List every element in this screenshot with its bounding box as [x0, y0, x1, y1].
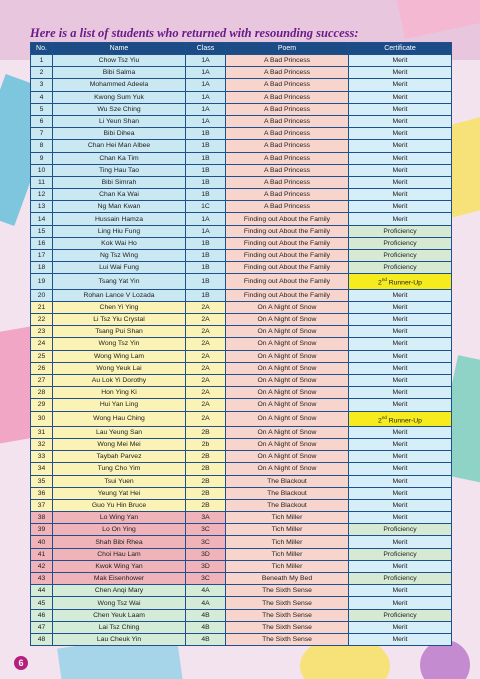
table-row	[31, 115, 452, 127]
cell-poem: On A Night of Snow	[226, 301, 349, 313]
cell-class: 4B	[186, 609, 226, 621]
cell-no: 39	[31, 524, 53, 536]
cell-poem: A Bad Princess	[226, 115, 349, 127]
cell-certificate: Merit	[349, 115, 452, 127]
cell-no: 5	[31, 103, 53, 115]
cell-poem: On A Night of Snow	[226, 362, 349, 374]
cell-name: Lo Wing Yan	[53, 512, 186, 524]
cell-poem: A Bad Princess	[226, 201, 349, 213]
cell-poem: Finding out About the Family	[226, 225, 349, 237]
cell-certificate: Merit	[349, 201, 452, 213]
table-row	[31, 189, 452, 201]
cell-certificate: Merit	[349, 55, 452, 67]
cell-name: Tsui Yuen	[53, 475, 186, 487]
table-row	[31, 103, 452, 115]
table-row	[31, 609, 452, 621]
cell-certificate: Merit	[349, 438, 452, 450]
cell-certificate: Merit	[349, 91, 452, 103]
table-row	[31, 338, 452, 350]
cell-poem: A Bad Princess	[226, 67, 349, 79]
cell-certificate: Merit	[349, 487, 452, 499]
cell-name: Bibi Salma	[53, 67, 186, 79]
cell-poem: Tich Miller	[226, 524, 349, 536]
table-row	[31, 438, 452, 450]
table-row	[31, 213, 452, 225]
cell-no: 7	[31, 128, 53, 140]
cell-certificate: Merit	[349, 387, 452, 399]
cell-class: 2A	[186, 387, 226, 399]
cell-class: 2A	[186, 314, 226, 326]
cell-no: 44	[31, 585, 53, 597]
cell-no: 10	[31, 164, 53, 176]
cell-class: 1B	[186, 189, 226, 201]
cell-certificate: Merit	[349, 585, 452, 597]
cell-poem: On A Night of Snow	[226, 350, 349, 362]
cell-name: Chen Anqi Mary	[53, 585, 186, 597]
cell-class: 1B	[186, 250, 226, 262]
cell-no: 31	[31, 426, 53, 438]
cell-class: 3A	[186, 512, 226, 524]
cell-class: 2B	[186, 426, 226, 438]
cell-certificate: Merit	[349, 152, 452, 164]
table-row	[31, 536, 452, 548]
cell-no: 38	[31, 512, 53, 524]
cell-poem: On A Night of Snow	[226, 326, 349, 338]
cell-class: 2B	[186, 499, 226, 511]
cell-poem: The Sixth Sense	[226, 621, 349, 633]
cell-no: 34	[31, 463, 53, 475]
cell-poem: Finding out About the Family	[226, 262, 349, 274]
table-row	[31, 463, 452, 475]
cell-certificate: Proficiency	[349, 250, 452, 262]
cell-class: 2A	[186, 338, 226, 350]
cell-class: 1A	[186, 79, 226, 91]
cell-poem: The Blackout	[226, 499, 349, 511]
cell-certificate: Proficiency	[349, 609, 452, 621]
table-row	[31, 201, 452, 213]
cell-no: 36	[31, 487, 53, 499]
cell-class: 4B	[186, 633, 226, 645]
cell-class: 1A	[186, 225, 226, 237]
cell-certificate: Proficiency	[349, 524, 452, 536]
cell-name: Hui Yan Ling	[53, 399, 186, 411]
cell-class: 3C	[186, 573, 226, 585]
cell-name: Ting Hau Tao	[53, 164, 186, 176]
cell-name: Kwok Wing Yan	[53, 560, 186, 572]
cell-no: 32	[31, 438, 53, 450]
cell-class: 2A	[186, 350, 226, 362]
table-row	[31, 301, 452, 313]
cell-no: 22	[31, 314, 53, 326]
table-row	[31, 326, 452, 338]
cell-class: 3D	[186, 560, 226, 572]
cell-no: 42	[31, 560, 53, 572]
cell-no: 45	[31, 597, 53, 609]
cell-class: 2A	[186, 326, 226, 338]
table-row	[31, 548, 452, 560]
table-row	[31, 512, 452, 524]
cell-no: 26	[31, 362, 53, 374]
cell-certificate: Merit	[349, 79, 452, 91]
table-row	[31, 499, 452, 511]
cell-certificate: Merit	[349, 326, 452, 338]
cell-no: 47	[31, 621, 53, 633]
cell-name: Wong Tsz Wai	[53, 597, 186, 609]
cell-no: 8	[31, 140, 53, 152]
cell-certificate: Merit	[349, 128, 452, 140]
cell-name: Choi Hau Lam	[53, 548, 186, 560]
table-row	[31, 67, 452, 79]
cell-no: 35	[31, 475, 53, 487]
cell-poem: The Sixth Sense	[226, 609, 349, 621]
cell-no: 21	[31, 301, 53, 313]
table-row	[31, 350, 452, 362]
cell-class: 1A	[186, 55, 226, 67]
cell-poem: On A Night of Snow	[226, 438, 349, 450]
cell-no: 20	[31, 289, 53, 301]
table-row	[31, 399, 452, 411]
cell-certificate: Merit	[349, 338, 452, 350]
cell-class: 4B	[186, 621, 226, 633]
cell-certificate: Merit	[349, 399, 452, 411]
cell-name: Chow Tsz Yiu	[53, 55, 186, 67]
page-heading: Here is a list of students who returned with resounding success:	[30, 26, 359, 40]
cell-certificate: Merit	[349, 621, 452, 633]
cell-certificate: Merit	[349, 289, 452, 301]
cell-class: 1B	[186, 164, 226, 176]
table-row	[31, 140, 452, 152]
cell-name: Li Tsz Yiu Crystal	[53, 314, 186, 326]
cell-no: 3	[31, 79, 53, 91]
cell-name: Chan Ka Tim	[53, 152, 186, 164]
cell-name: Kok Wai Ho	[53, 237, 186, 249]
table-row	[31, 374, 452, 386]
cell-poem: A Bad Princess	[226, 128, 349, 140]
cell-certificate: Proficiency	[349, 573, 452, 585]
cell-no: 17	[31, 250, 53, 262]
cell-class: 1A	[186, 67, 226, 79]
cell-no: 15	[31, 225, 53, 237]
cell-certificate: Merit	[349, 512, 452, 524]
cell-no: 46	[31, 609, 53, 621]
cell-poem: A Bad Princess	[226, 164, 349, 176]
cell-name: Lo On Ying	[53, 524, 186, 536]
cell-name: Lai Tsz Ching	[53, 621, 186, 633]
cell-no: 9	[31, 152, 53, 164]
cell-name: Au Lok Yi Dorothy	[53, 374, 186, 386]
cell-name: Tsang Yat Yin	[53, 274, 186, 289]
cell-name: Lau Yeung San	[53, 426, 186, 438]
cell-class: 3C	[186, 536, 226, 548]
cell-no: 48	[31, 633, 53, 645]
cell-poem: A Bad Princess	[226, 189, 349, 201]
cell-certificate: Merit	[349, 475, 452, 487]
cell-class: 1B	[186, 128, 226, 140]
cell-poem: The Sixth Sense	[226, 585, 349, 597]
column-header-name: Name	[53, 43, 186, 55]
cell-poem: A Bad Princess	[226, 91, 349, 103]
cell-class: 4A	[186, 597, 226, 609]
cell-name: Wong Wing Lam	[53, 350, 186, 362]
cell-no: 16	[31, 237, 53, 249]
cell-name: Hussain Hamza	[53, 213, 186, 225]
column-header-class: Class	[186, 43, 226, 55]
cell-name: Taybah Parvez	[53, 451, 186, 463]
cell-certificate: Merit	[349, 301, 452, 313]
table-row	[31, 237, 452, 249]
table-row	[31, 91, 452, 103]
column-header-poem: Poem	[226, 43, 349, 55]
cell-name: Kwong Sum Yuk	[53, 91, 186, 103]
cell-certificate: Merit	[349, 140, 452, 152]
cell-name: Lau Cheuk Yin	[53, 633, 186, 645]
cell-no: 14	[31, 213, 53, 225]
table-row	[31, 633, 452, 645]
cell-certificate: Merit	[349, 374, 452, 386]
cell-poem: The Sixth Sense	[226, 633, 349, 645]
cell-name: Ng Tsz Wing	[53, 250, 186, 262]
cell-no: 18	[31, 262, 53, 274]
cell-certificate: Merit	[349, 597, 452, 609]
table-row	[31, 487, 452, 499]
cell-certificate: Proficiency	[349, 225, 452, 237]
table-header-row	[31, 43, 452, 55]
cell-poem: On A Night of Snow	[226, 411, 349, 426]
cell-certificate: Merit	[349, 350, 452, 362]
cell-poem: A Bad Princess	[226, 103, 349, 115]
cell-no: 11	[31, 176, 53, 188]
cell-class: 1B	[186, 289, 226, 301]
table-row	[31, 225, 452, 237]
cell-class: 3C	[186, 524, 226, 536]
table-row	[31, 176, 452, 188]
table-row	[31, 621, 452, 633]
cell-name: Ng Man Kwan	[53, 201, 186, 213]
table-row	[31, 128, 452, 140]
cell-class: 2A	[186, 374, 226, 386]
cell-certificate: Merit	[349, 362, 452, 374]
cell-class: 1A	[186, 91, 226, 103]
cell-poem: On A Night of Snow	[226, 314, 349, 326]
table-body	[31, 55, 452, 646]
table-row	[31, 362, 452, 374]
cell-no: 28	[31, 387, 53, 399]
cell-class: 1B	[186, 152, 226, 164]
cell-poem: On A Night of Snow	[226, 338, 349, 350]
cell-class: 2B	[186, 451, 226, 463]
cell-class: 2A	[186, 362, 226, 374]
table-row	[31, 55, 452, 67]
cell-class: 1A	[186, 103, 226, 115]
results-table	[30, 42, 452, 646]
cell-poem: The Blackout	[226, 487, 349, 499]
cell-class: 1B	[186, 262, 226, 274]
cell-certificate: Merit	[349, 451, 452, 463]
cell-certificate: Merit	[349, 314, 452, 326]
cell-poem: A Bad Princess	[226, 79, 349, 91]
cell-name: Guo Yu Hin Bruce	[53, 499, 186, 511]
cell-poem: On A Night of Snow	[226, 451, 349, 463]
cell-no: 30	[31, 411, 53, 426]
cell-poem: The Sixth Sense	[226, 597, 349, 609]
column-header-no: No.	[31, 43, 53, 55]
cell-class: 1A	[186, 213, 226, 225]
cell-poem: On A Night of Snow	[226, 463, 349, 475]
cell-certificate: 2nd Runner-Up	[349, 411, 452, 426]
cell-class: 2A	[186, 301, 226, 313]
cell-no: 25	[31, 350, 53, 362]
table-row	[31, 573, 452, 585]
cell-no: 13	[31, 201, 53, 213]
cell-poem: On A Night of Snow	[226, 387, 349, 399]
cell-name: Wong Mei Mei	[53, 438, 186, 450]
cell-certificate: Merit	[349, 189, 452, 201]
table-row	[31, 451, 452, 463]
cell-name: Tung Cho Yim	[53, 463, 186, 475]
cell-poem: Finding out About the Family	[226, 250, 349, 262]
table-row	[31, 426, 452, 438]
cell-poem: Finding out About the Family	[226, 237, 349, 249]
table-row	[31, 164, 452, 176]
cell-class: 2b	[186, 438, 226, 450]
cell-no: 41	[31, 548, 53, 560]
cell-name: Shah Bibi Rhea	[53, 536, 186, 548]
table-row	[31, 250, 452, 262]
cell-name: Chen Yi Ying	[53, 301, 186, 313]
cell-certificate: Proficiency	[349, 548, 452, 560]
page-number: 6	[14, 656, 28, 670]
cell-name: Chen Yeuk Laam	[53, 609, 186, 621]
cell-name: Hon Ying Ki	[53, 387, 186, 399]
cell-poem: A Bad Princess	[226, 152, 349, 164]
column-header-certificate: Certificate	[349, 43, 452, 55]
cell-certificate: Merit	[349, 213, 452, 225]
cell-class: 3D	[186, 548, 226, 560]
cell-poem: Tich Miller	[226, 560, 349, 572]
cell-no: 19	[31, 274, 53, 289]
cell-no: 6	[31, 115, 53, 127]
cell-certificate: Merit	[349, 560, 452, 572]
table-row	[31, 79, 452, 91]
cell-name: Yeung Yat Hei	[53, 487, 186, 499]
cell-class: 1B	[186, 274, 226, 289]
cell-poem: On A Night of Snow	[226, 399, 349, 411]
cell-certificate: Merit	[349, 426, 452, 438]
cell-poem: A Bad Princess	[226, 140, 349, 152]
cell-no: 40	[31, 536, 53, 548]
cell-name: Wong Hau Ching	[53, 411, 186, 426]
cell-poem: Finding out About the Family	[226, 289, 349, 301]
table-row	[31, 289, 452, 301]
table-row	[31, 262, 452, 274]
table-row	[31, 524, 452, 536]
table-row	[31, 387, 452, 399]
table-row	[31, 411, 452, 426]
cell-class: 1B	[186, 140, 226, 152]
cell-poem: Tich Miller	[226, 536, 349, 548]
cell-name: Mohammed Adeela	[53, 79, 186, 91]
cell-name: Tsang Pui Shan	[53, 326, 186, 338]
cell-name: Lui Wai Fung	[53, 262, 186, 274]
cell-certificate: Merit	[349, 103, 452, 115]
table-row	[31, 274, 452, 289]
cell-poem: On A Night of Snow	[226, 426, 349, 438]
cell-poem: Tich Miller	[226, 548, 349, 560]
cell-certificate: Merit	[349, 633, 452, 645]
cell-class: 2B	[186, 487, 226, 499]
cell-name: Wu Sze Ching	[53, 103, 186, 115]
cell-name: Li Yeun Shan	[53, 115, 186, 127]
table-row	[31, 560, 452, 572]
cell-no: 24	[31, 338, 53, 350]
cell-poem: Finding out About the Family	[226, 274, 349, 289]
cell-poem: Beneath My Bed	[226, 573, 349, 585]
cell-class: 1B	[186, 237, 226, 249]
table-row	[31, 314, 452, 326]
cell-no: 4	[31, 91, 53, 103]
cell-no: 43	[31, 573, 53, 585]
cell-class: 1A	[186, 115, 226, 127]
cell-certificate: Merit	[349, 67, 452, 79]
cell-name: Wong Yeuk Lai	[53, 362, 186, 374]
cell-poem: A Bad Princess	[226, 55, 349, 67]
cell-name: Mak Eisenhower	[53, 573, 186, 585]
cell-poem: Finding out About the Family	[226, 213, 349, 225]
cell-poem: The Blackout	[226, 475, 349, 487]
cell-class: 1B	[186, 176, 226, 188]
cell-no: 33	[31, 451, 53, 463]
cell-name: Chan Hei Man Albee	[53, 140, 186, 152]
table-row	[31, 152, 452, 164]
cell-certificate: Merit	[349, 176, 452, 188]
cell-no: 12	[31, 189, 53, 201]
cell-name: Bibi Dihea	[53, 128, 186, 140]
cell-certificate: Proficiency	[349, 262, 452, 274]
cell-no: 2	[31, 67, 53, 79]
cell-no: 29	[31, 399, 53, 411]
cell-certificate: Merit	[349, 536, 452, 548]
cell-poem: On A Night of Snow	[226, 374, 349, 386]
cell-certificate: Merit	[349, 463, 452, 475]
cell-class: 2B	[186, 463, 226, 475]
cell-name: Bibi Simrah	[53, 176, 186, 188]
cell-poem: A Bad Princess	[226, 176, 349, 188]
cell-class: 4A	[186, 585, 226, 597]
cell-poem: Tich Miller	[226, 512, 349, 524]
table-row	[31, 475, 452, 487]
cell-certificate: Proficiency	[349, 237, 452, 249]
cell-class: 2B	[186, 475, 226, 487]
cell-no: 27	[31, 374, 53, 386]
cell-certificate: Merit	[349, 164, 452, 176]
cell-no: 23	[31, 326, 53, 338]
table-row	[31, 585, 452, 597]
cell-name: Wong Tsz Yin	[53, 338, 186, 350]
cell-name: Chan Ka Wai	[53, 189, 186, 201]
cell-name: Ling Hiu Fung	[53, 225, 186, 237]
cell-class: 1C	[186, 201, 226, 213]
cell-no: 1	[31, 55, 53, 67]
cell-certificate: Merit	[349, 499, 452, 511]
cell-no: 37	[31, 499, 53, 511]
cell-name: Rohan Lance V Lozada	[53, 289, 186, 301]
table-row	[31, 597, 452, 609]
cell-certificate: 2nd Runner-Up	[349, 274, 452, 289]
cell-class: 2A	[186, 411, 226, 426]
cell-class: 2A	[186, 399, 226, 411]
